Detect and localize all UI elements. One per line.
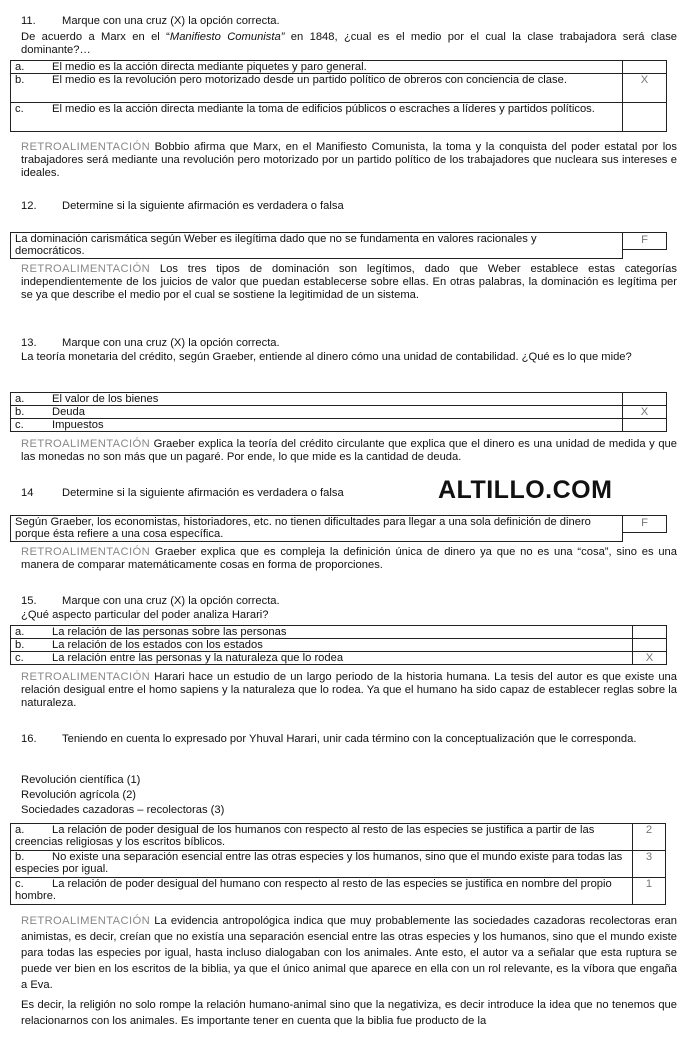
q13-option-a-mark[interactable]	[623, 393, 667, 406]
q16-term-1: Revolución científica (1)	[21, 774, 141, 786]
q16-term-2: Revolución agrícola (2)	[21, 789, 137, 801]
q13-option-b[interactable]: b. Deuda X	[11, 406, 667, 419]
q16-option-a-mark[interactable]: 2	[633, 824, 666, 851]
q12-statement-row[interactable]: La dominación carismática según Weber es ilegítima dado que no se fundamenta en valores racionales y democráticos.	[11, 233, 638, 259]
q15-option-a-mark[interactable]	[633, 626, 667, 639]
q14-statement-table	[10, 515, 638, 542]
q13-option-b-mark[interactable]: X	[623, 406, 667, 419]
q15-options-table	[10, 625, 667, 665]
q11-option-b[interactable]: b. El medio es la revolución pero motorizado desde un partido político de obreros con conciencia de clase. X	[11, 74, 667, 103]
q16-feedback: RETROALIMENTACIÓN La evidencia antropológica indica que muy probablemente las sociedades cazadoras recolectoras eran animistas, es decir, creían que no existía una separación esencial entre las otras especies y los humanos, sino que el mundo existe para todas las especies por igual, hasta incluso dialogaban con los animales. Ante esto, el autor va a señalar que esta ruptura se puede ver bien en los escritos de la biblia, ya que el único animal que aparece en ella con un rol relevante, es la víbora que engaña a Eva.	[21, 915, 677, 991]
q13-option-c[interactable]: c. Impuestos	[11, 419, 667, 432]
q16-option-b-mark[interactable]: 3	[633, 851, 666, 878]
altillo-logo: ALTILLO.COM	[438, 476, 613, 504]
q12-statement-table	[10, 232, 638, 259]
q12-feedback: RETROALIMENTACIÓN Los tres tipos de dominación son legítimos, dado que Weber establece estas categorías independientemente de los juicios de valor que puedan establecerse sobre ellas. En otras palabras, la dominación es legítima per se ya que describe el medio por el cual se sostiene la legitimidad de un sistema.	[21, 263, 677, 301]
q16-option-c-mark[interactable]: 1	[633, 878, 666, 905]
q13-option-a[interactable]: a. El valor de los bienes	[11, 393, 667, 406]
q12-answer-mark[interactable]: F	[622, 232, 667, 250]
q11-option-a-mark[interactable]	[623, 61, 667, 74]
q11-option-c-mark[interactable]	[623, 103, 667, 132]
q13-feedback: RETROALIMENTACIÓN Graeber explica la teoría del crédito circulante que explica que el dinero es una unidad de medida y que las monedas no son más que un pagaré. Por ende, lo que mide es la cantidad de deuda.	[21, 438, 677, 463]
q12-instruction: 12. Determine si la siguiente afirmación es verdadera o falsa	[21, 200, 344, 212]
q15-option-b[interactable]: b. La relación de los estados con los estados	[11, 639, 667, 652]
q16-option-c[interactable]: c. La relación de poder desigual del humano con respecto al resto de las especies se justifica en nombre del propio hombre. 1	[11, 878, 666, 905]
q11-question: De acuerdo a Marx en el “Manifiesto Comunista” en 1848, ¿cual es el medio por el cual la clase trabajadora será clase dominante?…	[21, 31, 678, 56]
q16-instruction: 16. Teniendo en cuenta lo expresado por Yhuval Harari, unir cada término con la conceptualización que le corresponda.	[21, 733, 637, 745]
q13-option-c-mark[interactable]	[623, 419, 667, 432]
q15-option-b-mark[interactable]	[633, 639, 667, 652]
q11-option-a[interactable]: a. El medio es la acción directa mediante piquetes y paro general.	[11, 61, 667, 74]
q11-feedback: RETROALIMENTACIÓN Bobbio afirma que Marx, en el Manifiesto Comunista, la toma y la conquista del poder estatal por los trabajadores será mediante una revolución pero motorizado por un partido político de los trabajadores que nucleara sus intereses e ideales.	[21, 141, 677, 179]
q14-instruction: 14 Determine si la siguiente afirmación es verdadera o falsa	[21, 487, 344, 499]
q16-feedback-continued: Es decir, la religión no solo rompe la relación humano-animal sino que la negativiza, es decir introduce la idea que no tenemos que relacionarnos con los animales. Es importante tener en cuenta que la biblia fue producto de la	[21, 999, 677, 1027]
q16-option-a[interactable]: a. La relación de poder desigual de los humanos con respecto al resto de las especies se justifica a partir de las creencias religiosas y los escritos bíblicos. 2	[11, 824, 666, 851]
q15-question: ¿Qué aspecto particular del poder analiza Harari?	[21, 609, 269, 621]
q16-option-b[interactable]: b. No existe una separación esencial entre las otras especies y los humanos, sino que el mundo existe para todas las especies por igual. 3	[11, 851, 666, 878]
q11-option-b-mark[interactable]: X	[623, 74, 667, 103]
q14-statement-row[interactable]: Según Graeber, los economistas, historiadores, etc. no tienen dificultades para llegar a una sola definición de dinero porque ésta refiere a una cosa específica.	[11, 516, 638, 542]
q11-instruction: 11. Marque con una cruz (X) la opción correcta.	[21, 15, 280, 27]
q15-option-c-mark[interactable]: X	[633, 652, 667, 665]
q16-terms-list	[21, 773, 421, 818]
q13-instruction: 13. Marque con una cruz (X) la opción correcta.	[21, 337, 280, 349]
q15-instruction: 15. Marque con una cruz (X) la opción correcta.	[21, 595, 280, 607]
q15-option-c[interactable]: c. La relación entre las personas y la naturaleza que lo rodea X	[11, 652, 667, 665]
q11-options-table	[10, 60, 667, 132]
q16-options-table	[10, 823, 666, 905]
q15-feedback: RETROALIMENTACIÓN Harari hace un estudio de un largo periodo de la historia humana. La tesis del autor es que existe una relación desigual entre el homo sapiens y la naturaleza que lo rodea. Ya que el humano ha sido capaz de establecer reglas sobre la naturaleza.	[21, 671, 677, 709]
q14-answer-mark[interactable]: F	[622, 515, 667, 533]
q11-option-c[interactable]: c. El medio es la acción directa mediante la toma de edificios públicos o escraches a líderes y partidos políticos.	[11, 103, 667, 132]
q14-feedback: RETROALIMENTACIÓN Graeber explica que es compleja la definición única de dinero ya que no es una “cosa”, sino es una manera de comparar matemáticamente cosas en forma de proporciones.	[21, 546, 677, 571]
q13-options-table	[10, 392, 667, 432]
q13-question: La teoría monetaria del crédito, según Graeber, entiende al dinero cómo una unidad de contabilidad. ¿Qué es lo que mide?	[21, 351, 632, 363]
q16-term-3: Sociedades cazadoras – recolectoras (3)	[21, 804, 225, 816]
q15-option-a[interactable]: a. La relación de las personas sobre las personas	[11, 626, 667, 639]
